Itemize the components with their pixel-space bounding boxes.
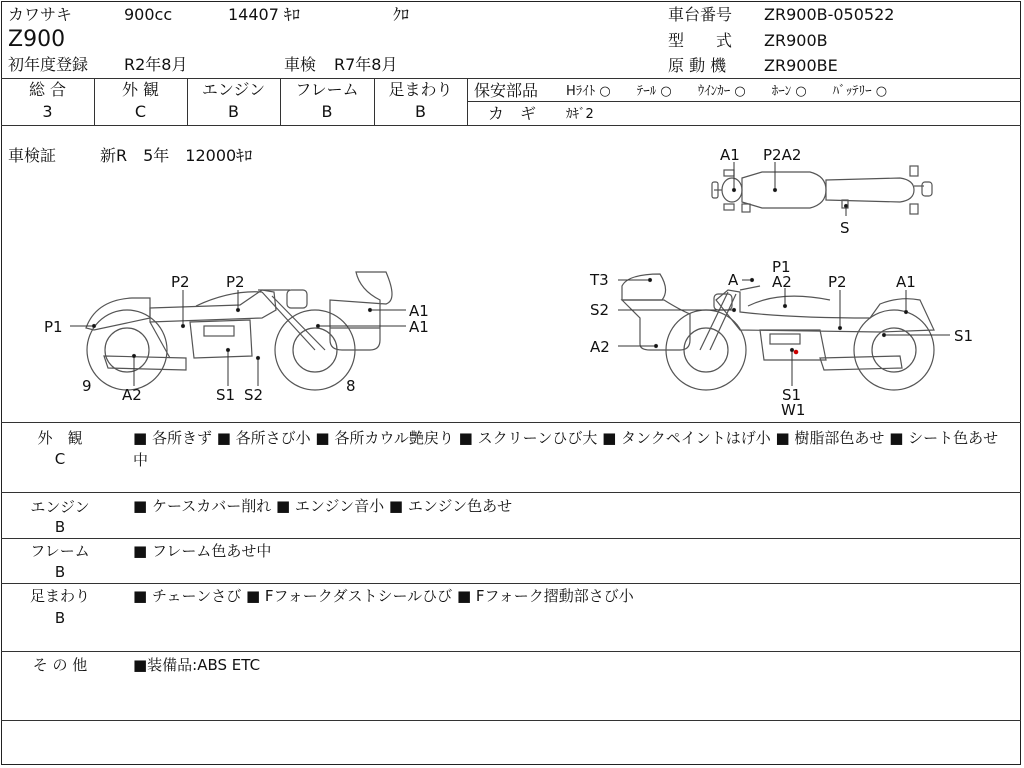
section-suspension-body: ■ チェーンさび ■ Fフォークダストシールひび ■ Fフォーク摺動部さび小 [133,587,634,605]
section-exterior-body: ■ 各所きず ■ 各所さび小 ■ 各所カウル艶戻り ■ スクリーンひび大 ■ タンクペイントはげ小 ■ 樹脂部色あせ ■ シート色あせ中 [133,429,999,469]
right-p2-label: P2 [828,273,847,291]
safety-items: Hﾗｲﾄ ○ ﾃｰﾙ ○ ｳｲﾝｶｰ ○ ﾎｰﾝ ○ ﾊﾞｯﾃﾘｰ ○ [566,84,888,99]
right-s2-label: S2 [590,301,610,319]
right-t3-label: T3 [590,271,609,289]
section-frame-grade: B [54,563,66,581]
suspension-value: B [415,102,426,121]
color: ｸﾛ [393,5,410,24]
left-8-label: 8 [346,377,356,395]
section-engine-body: ■ ケースカバー削れ ■ エンジン音小 ■ エンジン色あせ [133,497,513,515]
first-reg-label: 初年度登録 [8,55,89,74]
type-value: ZR900B [764,31,828,50]
left-a2-label: A2 [122,386,142,404]
engine-model-label: 原 動 機 [668,56,727,75]
section-other-body: ■装備品:ABS ETC [133,656,261,674]
shaken-label: 車検証 [8,146,57,165]
section-suspension-title: 足まわり [29,587,90,605]
safety-label: 保安部品 [474,81,539,100]
exterior-label: 外 観 [121,80,160,99]
first-reg-value: R2年8月 [124,55,188,74]
right-a1-label: A1 [896,273,916,291]
divider [1,651,1021,652]
left-p1-label: P1 [44,318,63,336]
left-a1-label: A1 [409,302,429,320]
frame-no-value: ZR900B-050522 [764,5,895,24]
section-engine-title: エンジン [30,498,90,516]
right-a2-label: A2 [772,273,792,291]
section-exterior-grade: C [54,450,66,468]
overall-value: 3 [42,102,53,121]
shaken-value: 新R 5年 12000ｷﾛ [100,146,253,165]
overall-label: 総 合 [28,80,67,99]
maker: カワサキ [8,5,73,24]
right-side-outline [622,271,934,390]
engine-value: B [228,102,239,121]
frame-no-label: 車台番号 [668,5,733,24]
section-other-title: そ の 他 [32,656,88,674]
engine-model-value: ZR900BE [764,56,838,75]
key-label: カ ギ [488,104,537,123]
section-suspension-grade: B [54,609,66,627]
right-s1-label: S1 [782,386,802,404]
inspection-value: R7年8月 [334,55,398,74]
top-p2a2-label: P2A2 [763,146,802,164]
right-a-label: A [728,271,739,289]
right-p1-label: P1 [772,258,791,276]
left-9-label: 9 [82,377,92,395]
left-p2-label: P2 [226,273,245,291]
inspection-label: 車検 [284,55,317,74]
engine-label: エンジン [201,80,266,99]
left-p2-label: P2 [171,273,190,291]
section-engine-grade: B [54,518,66,536]
displacement: 900cc [124,5,173,24]
mileage: 14407 ｷﾛ [228,5,300,24]
divider [1,492,1021,493]
section-frame-body: ■ フレーム色あせ中 [133,542,272,560]
left-s2-label: S2 [244,386,264,404]
top-a1-label: A1 [720,146,740,164]
divider [1,583,1021,584]
right-s1-label: S1 [954,327,974,345]
left-a1-label: A1 [409,318,429,336]
right-a2-label: A2 [590,338,610,356]
model-name: Z900 [8,27,66,52]
frame-value: B [321,102,333,121]
suspension-label: 足まわり [388,80,453,99]
divider [1,720,1021,721]
top-view-outline [712,166,932,214]
frame-label: フレーム [295,80,359,99]
key-value: ｶｷﾞ2 [566,107,594,122]
exterior-value: C [134,102,147,121]
top-s-label: S [840,219,850,237]
divider [1,538,1021,539]
section-exterior-title: 外 観 [37,429,83,447]
divider [1,422,1021,423]
type-label: 型 式 [668,31,733,50]
left-s1-label: S1 [216,386,236,404]
section-frame-title: フレーム [30,542,90,560]
right-w1-label: W1 [781,401,806,419]
